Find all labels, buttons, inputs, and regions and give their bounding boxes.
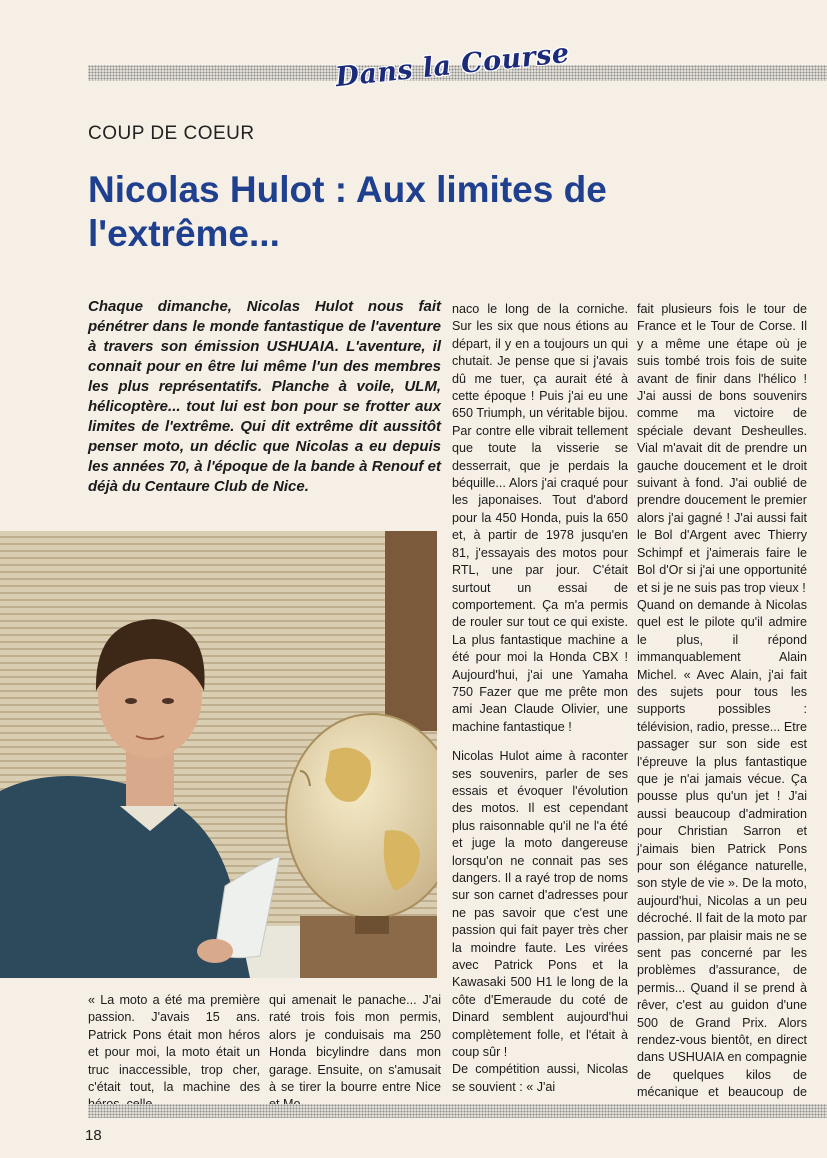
dotted-footer-band bbox=[88, 1104, 827, 1118]
article-column-right bbox=[637, 301, 807, 1131]
article-paragraph: De compétition aussi, Nicolas se souvient : « J'ai bbox=[452, 1062, 628, 1094]
headline: Nicolas Hulot : Aux limites de l'extrême... bbox=[88, 169, 607, 254]
kicker: COUP DE COEUR bbox=[88, 123, 255, 144]
article-photo bbox=[0, 531, 437, 978]
article-paragraph: « La moto a été ma première passion. J'avais 15 ans. Patrick Pons était mon héros et pour moi, la moto était un truc inaccessible, trop cher, c'était tout, la machine des bbox=[88, 993, 260, 1095]
section-logo: Dans la Course bbox=[334, 37, 572, 94]
article-column-middle bbox=[452, 301, 628, 1108]
page-number: 18 bbox=[85, 1127, 102, 1144]
intro-paragraph: Chaque dimanche, Nicolas Hulot nous fait pénétrer dans le monde fantastique de l'aventure à travers son émission USHUAIA. L'aventure, il connait pour en être lui même l'un des membres les plus représentatifs. Planche à voile, ULM, hélicoptère... tout lui est bon pour se frotter aux limites de l'extrême. Qui dit extrême dit aussitôt penser moto, un déclic que Nicolas a eu depuis les années 70, à l'époque de la bande à Renouf et déjà du Centaure Club de Nice. bbox=[88, 298, 441, 495]
article-paragraph: Quand on demande à Nicolas quel est le pilote qu'il admire le plus, il répond immanquablement Alain Michel. « Avec Alain, j'ai fait des sujets pour tous les supports possibles : télévision, radio, presse... Etre passager sur son side est l'épreuve la plus fantastique que je n'ai jamais vécue. Ça pousse plus qu'un jet ! J'ai aussi beaucoup d'admiration pour Christian Sarron et j'aimais bien Patrick Pons pour son élégance naturelle, son style de vie ». De la moto, aujourd'hui, Nicolas a un peu décroché. Il fait de la moto par passion, par plaisir mais ne se sent pas concerné par les problèmes d'assurance, de permis... Quand il se prend à rêver, c'est au guidon d'une 500 de Grand Prix. Alors rendez-vous bientôt, en direct dans USHUAIA en compagnie de quelques kilos de mécanique et beaucoup de bbox=[637, 597, 807, 1100]
article-paragraph: Nicolas Hulot aime à raconter ses souvenirs, parler de ses essais et évoquer l'évolution des motos. Il est cependant plus raisonnable qu'il ne l'a été et juge la moto dangereuse lorsqu'on ne connait pas ses dangers. Il a rayé trop de noms sur son carnet d'adresses pour ne pas savoir que c'est une passion qui fait payer très cher la moindre faute. Les virées avec Patrick Pons et la Kawasaki 500 H1 le long de la côte d'Emeraude du coté de Dinard semblent aujourd'hui complètement folle, et l'était à coup sûr ! bbox=[452, 749, 628, 1060]
article-paragraph: fait plusieurs fois le tour de France et le Tour de Corse. Il y a même une étape où je suis tombé trois fois de suite avant de finir dans l'hélico ! J'ai aussi de bons souvenirs comme ma victoire de spéciale devant Desheulles. Vial m'avait dit de prendre un gauche doucement et le droit suivant à fond. J'ai oublié de prendre doucement le premier alors j'ai gagné ! J'ai aussi fait le Bol d'Argent avec Thierry Schimpf et j'aimerais faire le Bol d'Or si j'ai une opportunité et si je ne suis pas trop vieux ! bbox=[637, 302, 807, 595]
article-paragraph: naco le long de la corniche. Sur les six que nous étions au départ, il y en a toujours un qui chutait. Je pense que si j'avais dû me tuer, ça aurait été à cette époque ! Puis j'ai eu une 650 Triumph, un véritable bijou. Par contre elle vibrait tellement que toute la visserie se desserrait, que je perdais la béquille... Alors j'ai craqué pour les japonaises. Tout d'abord pour la 450 Honda, puis la 650 et, à partir de 1978 jusqu'en 81, j'essayais des motos pour RTL, une par jour. C'était surtout un essai de comportement. Ça m'a permis de rouler sur tout ce qui existe. La plus fantastique machine a été pour moi la Honda CBX ! Aujourd'hui, j'ai une Yamaha 750 Fazer que me prête mon ami Jean Claude Olivier, une machine fantastique ! bbox=[452, 302, 628, 734]
article-paragraph: qui amenait le panache... J'ai raté trois fois mon permis, alors je conduisais ma 250 Honda bicylindre dans mon garage. Ensuite, on s'amusait à se tirer la bourre entre Nice bbox=[269, 993, 441, 1095]
